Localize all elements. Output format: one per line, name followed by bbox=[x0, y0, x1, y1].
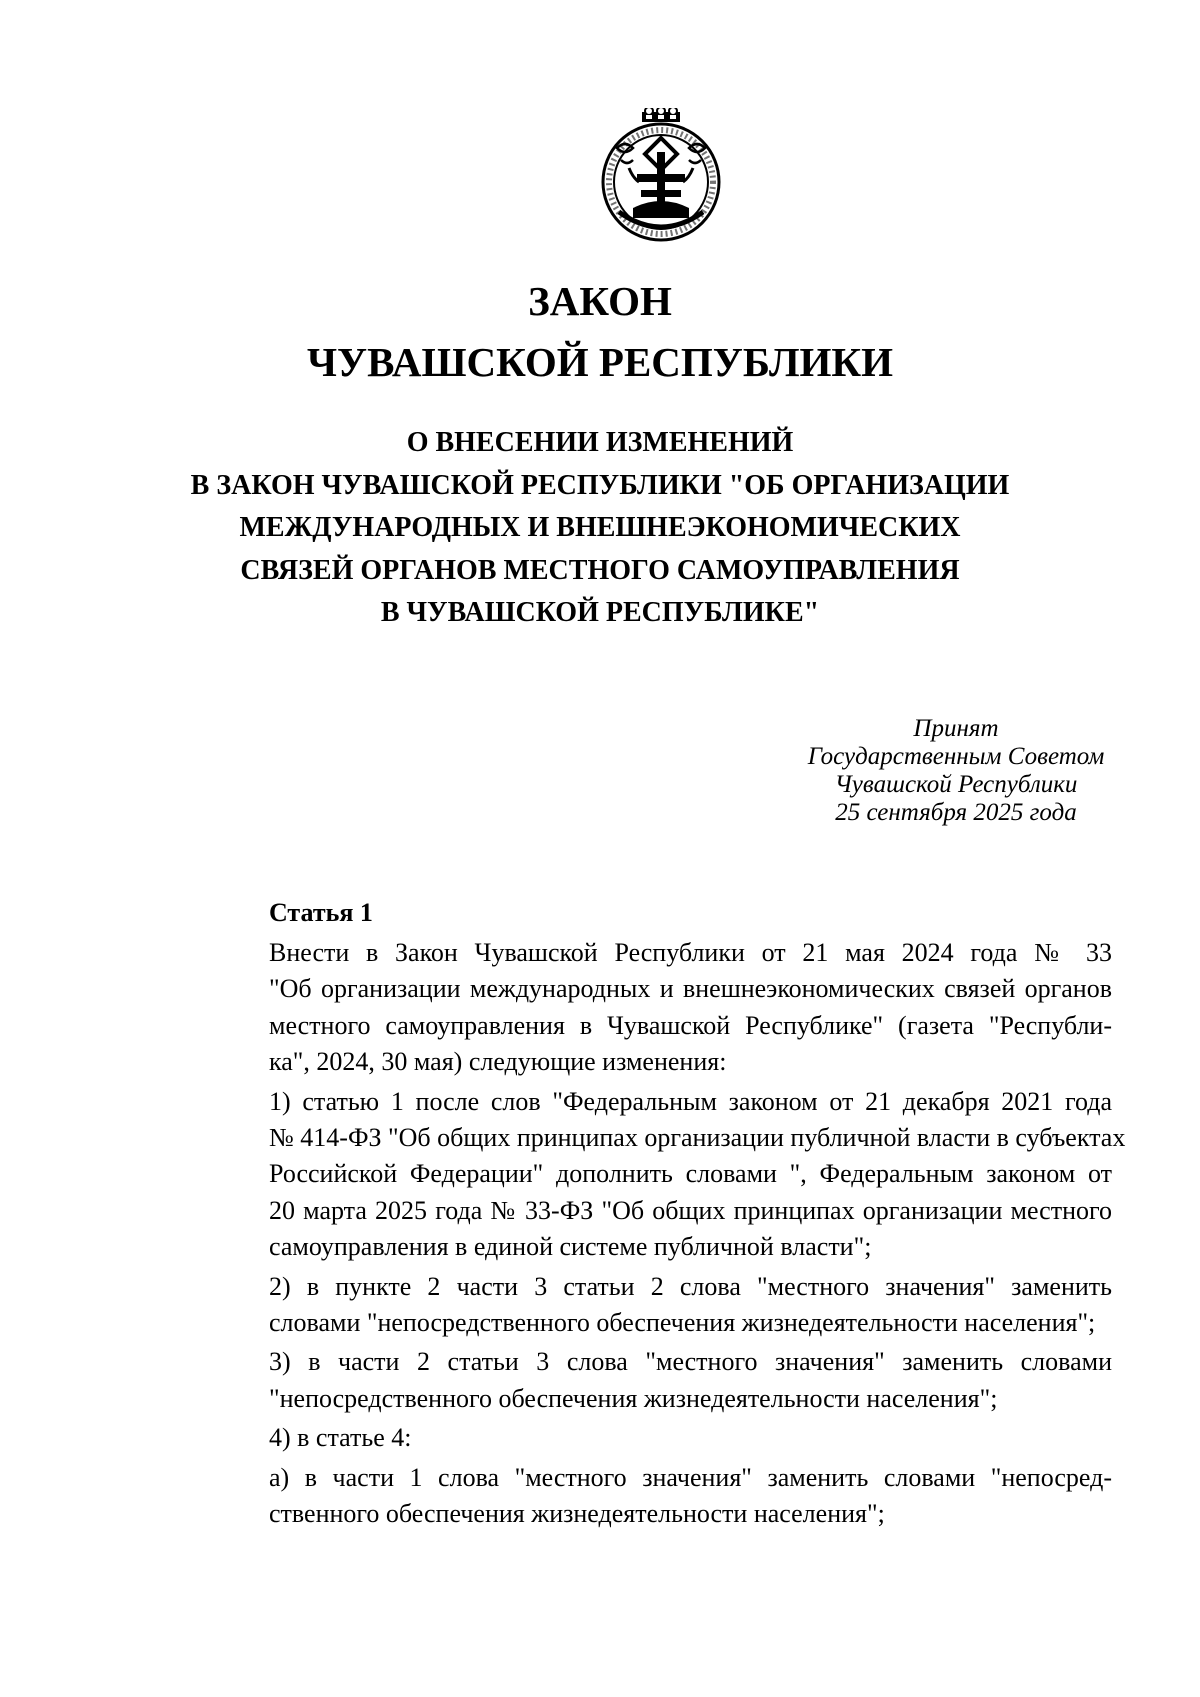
text-line: а) в части 1 слова "местного значения" заменить словами "непосред- bbox=[269, 1462, 1112, 1492]
text-line: Российской Федерации" дополнить словами ", Федеральным законом от bbox=[269, 1159, 1112, 1189]
article-paragraph-item-2 bbox=[200, 1269, 1112, 1342]
text-line: 2) в пункте 2 части 3 статьи 2 слова "местного значения" заменить bbox=[269, 1271, 1112, 1301]
law-title-republic: ЧУВАШСКОЙ РЕСПУБЛИКИ bbox=[306, 339, 894, 385]
article-paragraph-item-3 bbox=[200, 1344, 1112, 1417]
text-line: "непосредственного обеспечения жизнедеятельности населения"; bbox=[269, 1383, 998, 1413]
text-line: Внести в Закон Чувашской Республики от 21 мая 2024 года № 33 bbox=[269, 938, 1112, 967]
article-paragraph-item-1 bbox=[200, 1084, 1126, 1266]
text-line: ственного обеспечения жизнедеятельности населения"; bbox=[269, 1499, 885, 1529]
text-line: № 414-ФЗ "Об общих принципах организации публичной власти в субъектах bbox=[269, 1123, 1126, 1153]
subject-line: СВЯЗЕЙ ОРГАНОВ МЕСТНОГО САМОУПРАВЛЕНИЯ bbox=[240, 554, 960, 586]
article-body bbox=[200, 935, 1126, 1536]
emblem-crown-icon bbox=[642, 108, 680, 122]
adoption-line: Принят bbox=[913, 715, 999, 742]
text-line: 20 марта 2025 года № 33-ФЗ "Об общих принципах организации местного bbox=[269, 1195, 1112, 1225]
adoption-date: 25 сентября 2025 года bbox=[835, 799, 1077, 826]
article-heading: Статья 1 bbox=[269, 898, 373, 927]
subject-line: В ЗАКОН ЧУВАШСКОЙ РЕСПУБЛИКИ "ОБ ОРГАНИЗАЦИИ bbox=[190, 469, 1010, 501]
adoption-line: Государственным Советом bbox=[807, 743, 1105, 770]
text-line: 1) статью 1 после слов "Федеральным законом от 21 декабря 2021 года bbox=[269, 1086, 1112, 1116]
subject-line: О ВНЕСЕНИИ ИЗМЕНЕНИЙ bbox=[406, 427, 794, 458]
text-line: местного самоуправления в Чувашской Республике" (газета "Республи- bbox=[269, 1010, 1112, 1040]
text-line: словами "непосредственного обеспечения жизнедеятельности населения"; bbox=[269, 1308, 1096, 1338]
article-paragraph-item-4a bbox=[200, 1460, 1112, 1533]
subject-line: МЕЖДУНАРОДНЫХ И ВНЕШНЕЭКОНОМИЧЕСКИХ bbox=[239, 512, 961, 543]
adoption-line: Чувашской Республики bbox=[834, 771, 1078, 798]
text-line: ка", 2024, 30 мая) следующие изменения: bbox=[269, 1047, 727, 1077]
text-line: 3) в части 2 статьи 3 слова "местного значения" заменить словами bbox=[269, 1347, 1112, 1377]
adoption-note bbox=[760, 715, 1152, 827]
text-line: самоуправления в единой системе публичной власти"; bbox=[269, 1232, 872, 1262]
coat-of-arms-emblem bbox=[597, 108, 725, 246]
article-paragraph-intro bbox=[200, 935, 1112, 1081]
subject-line: В ЧУВАШСКОЙ РЕСПУБЛИКЕ" bbox=[380, 597, 820, 628]
emblem-tree-of-life-icon bbox=[629, 138, 693, 218]
text-line: "Об организации международных и внешнеэкономических связей органов bbox=[269, 974, 1112, 1004]
article-paragraph-item-4 bbox=[200, 1420, 1112, 1456]
text-line: 4) в статье 4: bbox=[269, 1423, 412, 1453]
law-title: ЗАКОН bbox=[528, 278, 672, 324]
law-subject bbox=[0, 422, 1200, 635]
